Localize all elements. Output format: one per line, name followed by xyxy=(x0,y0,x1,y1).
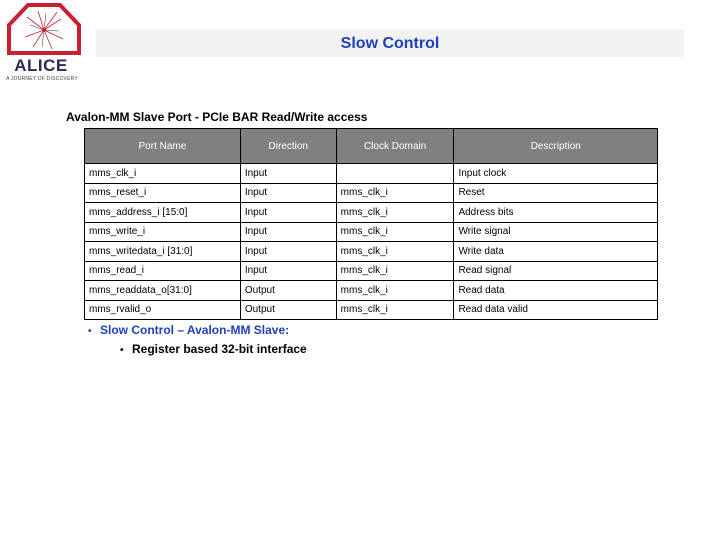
port-name: mms_read_i xyxy=(85,261,241,281)
description: Address bits xyxy=(454,203,658,223)
direction: Output xyxy=(240,281,336,301)
column-header: Description xyxy=(454,129,658,164)
table-title: Avalon-MM Slave Port - PCIe BAR Read/Write access xyxy=(66,110,368,124)
bullet-text: Register based 32-bit interface xyxy=(132,342,307,356)
clock-domain: mms_clk_i xyxy=(336,300,454,320)
bullet-marker: • xyxy=(120,345,124,356)
description: Input clock xyxy=(454,164,658,184)
clock-domain: mms_clk_i xyxy=(336,183,454,203)
clock-domain: mms_clk_i xyxy=(336,203,454,223)
direction: Input xyxy=(240,164,336,184)
description: Read data valid xyxy=(454,300,658,320)
logo-tagline: A JOURNEY OF DISCOVERY xyxy=(6,76,78,82)
description: Reset xyxy=(454,183,658,203)
port-name: mms_reset_i xyxy=(85,183,241,203)
bullet-list xyxy=(88,323,307,356)
table-header-row xyxy=(85,129,658,164)
description: Write data xyxy=(454,242,658,262)
table-row xyxy=(85,222,658,242)
port-name: mms_clk_i xyxy=(85,164,241,184)
clock-domain: mms_clk_i xyxy=(336,281,454,301)
table-row xyxy=(85,261,658,281)
slide-title: Slow Control xyxy=(340,35,440,52)
direction: Input xyxy=(240,261,336,281)
clock-domain xyxy=(336,164,454,184)
column-header: Direction xyxy=(240,129,336,164)
port-name: mms_readdata_o[31:0] xyxy=(85,281,241,301)
description: Read data xyxy=(454,281,658,301)
logo-text: ALICE xyxy=(14,56,68,75)
table-row xyxy=(85,281,658,301)
table-row xyxy=(85,203,658,223)
port-name: mms_address_i [15:0] xyxy=(85,203,241,223)
direction: Output xyxy=(240,300,336,320)
bullet-level2 xyxy=(120,342,307,356)
description: Read signal xyxy=(454,261,658,281)
table-row xyxy=(85,183,658,203)
bullet-text: Slow Control – Avalon-MM Slave: xyxy=(100,323,290,337)
port-name: mms_rvalid_o xyxy=(85,300,241,320)
clock-domain: mms_clk_i xyxy=(336,222,454,242)
column-header: Clock Domain xyxy=(336,129,454,164)
bullet-level1 xyxy=(88,323,307,337)
clock-domain: mms_clk_i xyxy=(336,261,454,281)
table-row xyxy=(85,300,658,320)
port-name: mms_write_i xyxy=(85,222,241,242)
direction: Input xyxy=(240,183,336,203)
direction: Input xyxy=(240,242,336,262)
bullet-marker: • xyxy=(88,326,92,337)
table-row xyxy=(85,164,658,184)
description: Write signal xyxy=(454,222,658,242)
table-row xyxy=(85,242,658,262)
port-name: mms_writedata_i [31:0] xyxy=(85,242,241,262)
direction: Input xyxy=(240,222,336,242)
direction: Input xyxy=(240,203,336,223)
port-table xyxy=(84,128,658,320)
clock-domain: mms_clk_i xyxy=(336,242,454,262)
column-header: Port Name xyxy=(85,129,241,164)
